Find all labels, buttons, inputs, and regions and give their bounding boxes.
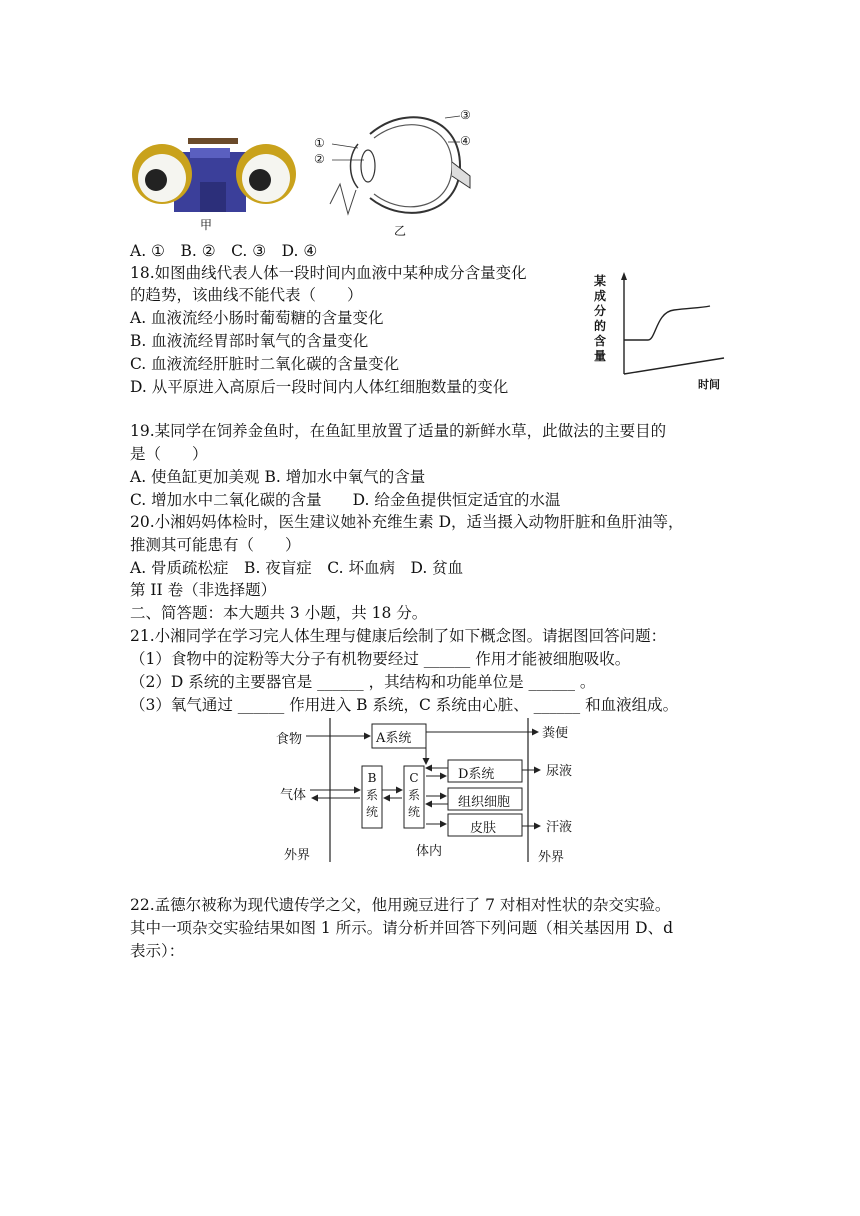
q18-chart-xlabel: 时间 <box>698 378 720 391</box>
diagram-sys-d: D系统 <box>458 767 495 782</box>
diagram-outside-left: 外界 <box>284 848 311 863</box>
eye-label-2: ② <box>314 152 325 166</box>
eye-section-figure <box>310 104 490 238</box>
q19-stem-1: 19.某同学在饲养金鱼时，在鱼缸里放置了适量的新鲜水草，此做法的主要目的 <box>130 422 667 440</box>
q18-curve <box>624 306 710 340</box>
q18-chart-ylabel: 某成分的含量 <box>594 274 607 363</box>
diagram-food: 食物 <box>276 732 303 747</box>
q19-stem-2: 是（ ） <box>130 445 208 463</box>
q22-stem-3: 表示）： <box>130 942 185 960</box>
q18-option-a: A. 血液流经小肠时葡萄糖的含量变化 <box>130 309 384 327</box>
q17-options: A. ① B. ② C. ③ D. ④ <box>130 242 318 260</box>
q21-intro: 21.小湘同学在学习完人体生理与健康后绘制了如下概念图。请据图回答问题： <box>130 627 667 645</box>
q22-stem-1: 22.孟德尔被称为现代遗传学之父，他用豌豆进行了 7 对相对性状的杂交实验。 <box>130 896 671 914</box>
diagram-urine: 尿液 <box>546 764 573 779</box>
q18-stem-1: 18.如图曲线代表人体一段时间内血液中某种成分含量变化 <box>130 264 527 282</box>
diagram-inside: 体内 <box>416 844 443 859</box>
q21-concept-diagram <box>270 716 600 868</box>
diagram-sweat: 汗液 <box>546 820 573 835</box>
section-2-heading: 二、简答题：本大题共 3 小题，共 18 分。 <box>130 604 428 622</box>
q21-part-2: （2）D 系统的主要器官是 ______ ，其结构和功能单位是 ______ 。 <box>130 673 596 691</box>
q18-stem-2: 的趋势，该曲线不能代表（ ） <box>130 286 363 304</box>
section-2-title: 第 II 卷（非选择题） <box>130 581 277 599</box>
q20-stem-1: 20.小湘妈妈体检时，医生建议她补充维生素 D，适当摄入动物肝脏和鱼肝油等， <box>130 513 684 531</box>
diagram-sys-b: B 系 统 <box>366 771 379 819</box>
diagram-sys-c: C 系 统 <box>408 771 421 819</box>
q21-part-1: （1）食物中的淀粉等大分子有机物要经过 ______ 作用才能被细胞吸收。 <box>130 650 631 668</box>
q20-stem-2: 推测其可能患有（ ） <box>130 536 301 554</box>
eye-label-1: ① <box>314 136 325 150</box>
q18-option-b: B. 血液流经胃部时氧气的含量变化 <box>130 332 369 350</box>
eye-label-3: ③ <box>460 108 471 122</box>
diagram-gas: 气体 <box>280 788 307 803</box>
q18-option-c: C. 血液流经肝脏时二氧化碳的含量变化 <box>130 355 400 373</box>
diagram-skin: 皮肤 <box>470 821 497 836</box>
q19-options-ab: A. 使鱼缸更加美观 B. 增加水中氧气的含量 <box>130 468 426 486</box>
eye-label-4: ④ <box>460 134 471 148</box>
diagram-tissue: 组织细胞 <box>458 795 511 810</box>
q18-option-d: D. 从平原进入高原后一段时间内人体红细胞数量的变化 <box>130 378 509 396</box>
eye-model-figure <box>130 112 300 234</box>
q20-options: A. 骨质疏松症 B. 夜盲症 C. 坏血病 D. 贫血 <box>130 559 464 577</box>
figure-label-jia: 甲 <box>200 218 213 232</box>
q18-curve-chart <box>594 268 730 398</box>
q21-part-3: （3）氧气通过 ______ 作用进入 B 系统，C 系统由心脏、 ______ 和血液组成。 <box>130 696 679 714</box>
diagram-feces: 粪便 <box>542 726 569 741</box>
figure-label-yi: 乙 <box>394 224 407 238</box>
q22-stem-2: 其中一项杂交实验结果如图 1 所示。请分析并回答下列问题（相关基因用 D、d <box>130 919 673 937</box>
diagram-sys-a: A系统 <box>376 731 412 746</box>
diagram-outside-right: 外界 <box>538 850 565 865</box>
q19-options-cd: C. 增加水中二氧化碳的含量 D. 给金鱼提供恒定适宜的水温 <box>130 491 561 509</box>
